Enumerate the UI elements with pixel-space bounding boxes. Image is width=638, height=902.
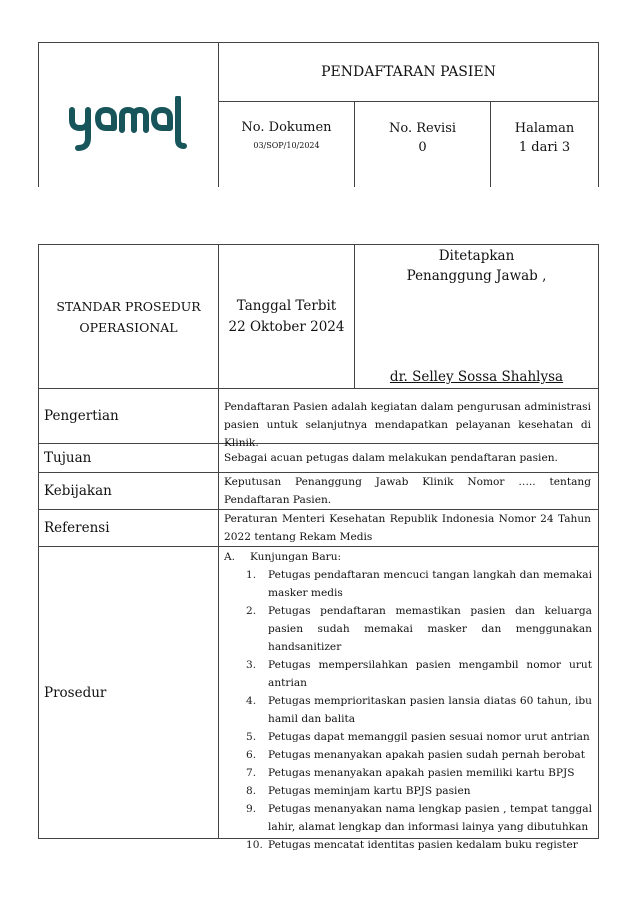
row-label-prosedur: Prosedur — [44, 684, 107, 701]
revision-label: No. Revisi — [388, 121, 457, 136]
procedure-section-heading — [224, 548, 592, 566]
document-title — [219, 43, 598, 101]
procedure-step — [246, 728, 592, 746]
issue-date-label: Tanggal Terbit — [236, 297, 337, 314]
step-text: Petugas pendaftaran memastikan pasien dan keluarga pasien sudah memakai masker dan menggunakan handsanitizer — [268, 605, 592, 653]
procedure-step — [246, 602, 592, 656]
row-text-kebijakan: Keputusan Penanggung Jawab Klinik Nomor ….. tentang Pendaftaran Pasien. — [224, 476, 591, 506]
document-title-text: PENDAFTARAN PASIEN — [321, 64, 496, 80]
step-text: Petugas meminjam kartu BPJS pasien — [268, 785, 471, 797]
procedure-list — [224, 548, 592, 854]
page-value: 1 dari 3 — [518, 140, 571, 155]
procedure-step — [246, 566, 592, 602]
approved-label: Ditetapkan — [438, 248, 515, 264]
step-number: 10. — [246, 839, 263, 851]
step-text: Petugas dapat memanggil pasien sesuai nomor urut antrian — [268, 731, 590, 743]
issue-date-cell — [219, 245, 354, 388]
row-text-pengertian: Pendaftaran Pasien adalah kegiatan dalam pengurusan administrasi pasien untuk selanjutnya mendapatkan pelayanan kesehatan di Klinik. — [224, 401, 591, 449]
step-number: 7. — [246, 767, 257, 779]
step-text: Petugas menanyakan apakah pasien memiliki kartu BPJS — [268, 767, 575, 779]
sop-type-line1: STANDAR PROSEDUR — [56, 298, 201, 314]
approval-cell — [355, 245, 598, 388]
step-number: 3. — [246, 659, 257, 671]
step-text: Petugas menanyakan nama lengkap pasien , tempat tanggal lahir, alamat lengkap dan informasi lainya yang dibutuhkan — [268, 803, 592, 833]
row-label-referensi: Referensi — [44, 520, 110, 536]
yamal-logo-mark — [66, 96, 190, 158]
row-label-tujuan: Tujuan — [44, 450, 92, 466]
revision-cell — [355, 118, 490, 158]
procedure-step — [246, 746, 592, 764]
page-label: Halaman — [514, 121, 575, 136]
row-text-referensi: Peraturan Menteri Kesehatan Republik Indonesia Nomor 24 Tahun 2022 tentang Rekam Medis — [224, 513, 591, 543]
revision-value: 0 — [418, 140, 427, 155]
approver-role: Penanggung Jawab , — [406, 268, 547, 284]
sop-type-cell — [39, 245, 218, 388]
doc-number-label: No. Dokumen — [241, 120, 332, 135]
step-text: Petugas pendaftaran mencuci tangan langkah dan memakai masker medis — [268, 569, 592, 599]
step-number: 5. — [246, 731, 257, 743]
step-number: 2. — [246, 605, 257, 617]
step-number: 1. — [246, 569, 257, 581]
issue-date-value: 22 Oktober 2024 — [228, 318, 345, 335]
row-label-pengertian: Pengertian — [44, 408, 119, 424]
step-number: 8. — [246, 785, 257, 797]
procedure-section-marker: A. — [224, 551, 236, 563]
row-label-kebijakan: Kebijakan — [44, 483, 112, 499]
procedure-step — [246, 782, 592, 800]
step-number: 9. — [246, 803, 257, 815]
procedure-step — [246, 656, 592, 692]
clinic-logo — [66, 96, 190, 158]
procedure-step — [246, 800, 592, 836]
procedure-step — [246, 692, 592, 728]
doc-number-value: 03/SOP/10/2024 — [253, 141, 320, 150]
sop-type-line2: OPERASIONAL — [79, 319, 178, 335]
step-number: 6. — [246, 749, 257, 761]
procedure-step — [246, 764, 592, 782]
approver-name: dr. Selley Sossa Shahlysa — [389, 369, 564, 385]
step-text: Petugas memprioritaskan pasien lansia diatas 60 tahun, ibu hamil dan balita — [268, 695, 592, 725]
step-text: Petugas menanyakan apakah pasien sudah pernah berobat — [268, 749, 585, 761]
doc-number-cell — [219, 114, 354, 154]
procedure-step — [246, 836, 592, 854]
page-cell — [491, 118, 598, 158]
step-text: Petugas mencatat identitas pasien kedalam buku register — [268, 839, 578, 851]
step-number: 4. — [246, 695, 257, 707]
procedure-section-title: Kunjungan Baru: — [250, 551, 342, 563]
row-text-tujuan: Sebagai acuan petugas dalam melakukan pendaftaran pasien. — [224, 452, 558, 464]
step-text: Petugas mempersilahkan pasien mengambil nomor urut antrian — [268, 659, 592, 689]
